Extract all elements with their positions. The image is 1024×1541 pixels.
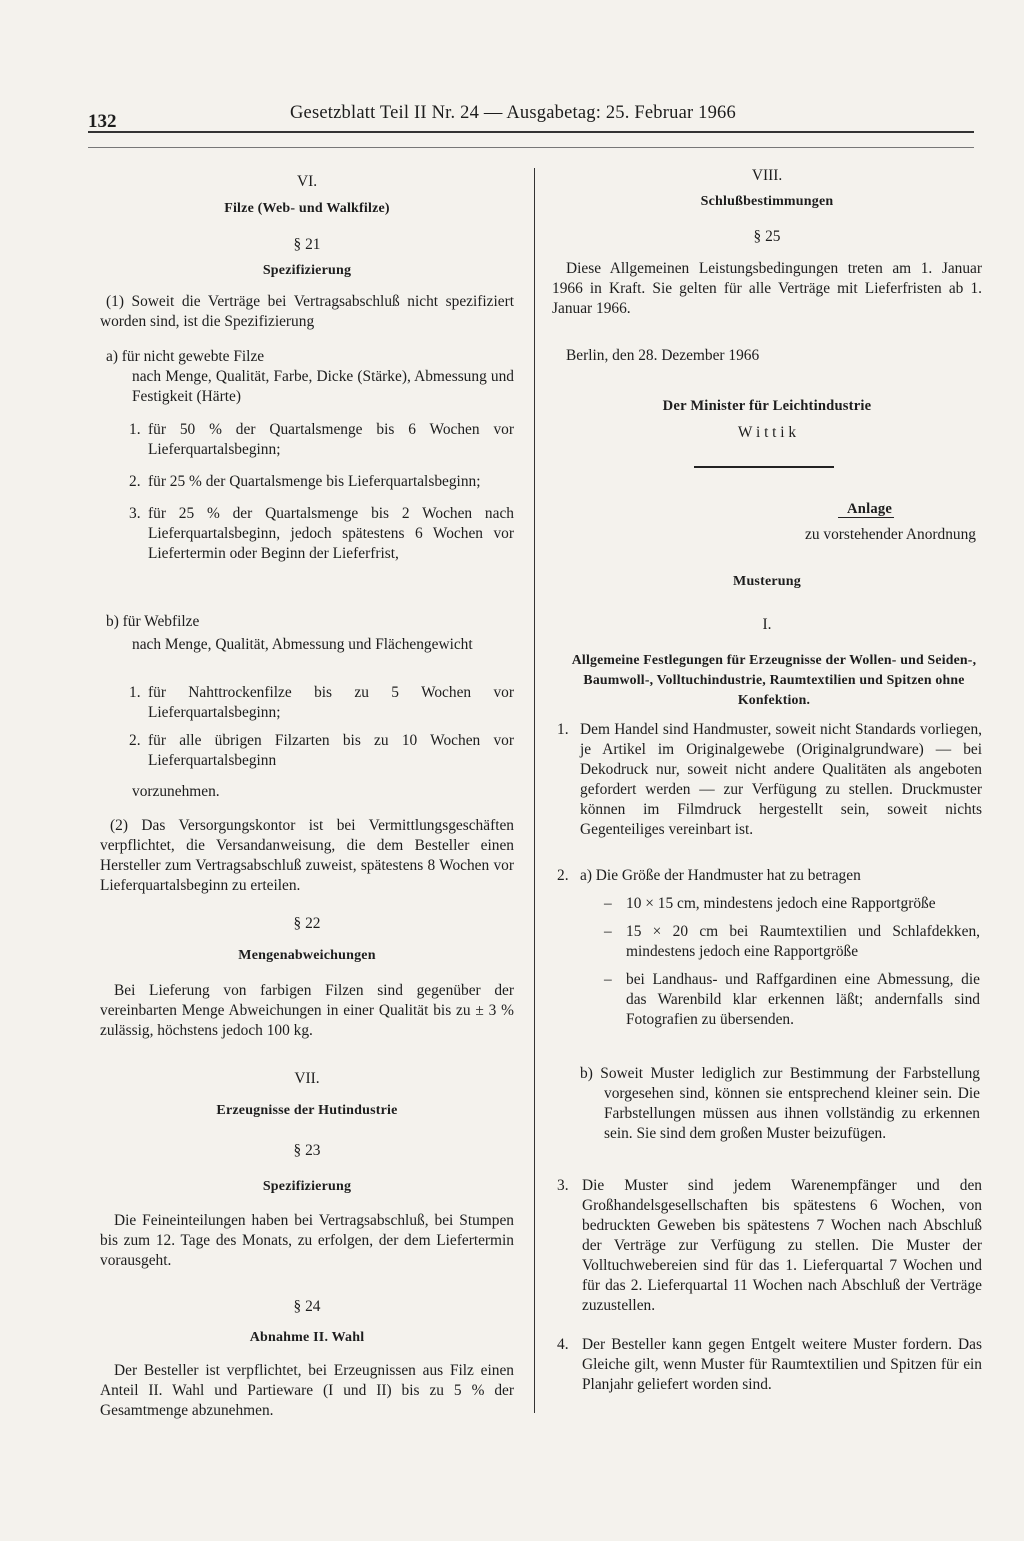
section-vi-title-block <box>100 199 514 219</box>
list-item-text: Die Muster sind jedem Warenempfänger und den Großhandelsgesellschaften bis spätestens 6 Wochen, von bedruckten Geweben bis spätestens 7 Wochen nach Abschluß der Verträge zur Verfügung zu stellen. Die Muster der Volltuchwebereien sind für das 1. Lieferquartal 7 Wochen und für das 2. Lieferquartal 11 Wochen nach Abschluß der Verträge zuzustellen. <box>582 1177 982 1314</box>
list-a-text: nach Menge, Qualität, Farbe, Dicke (Stärke), Abmessung und Festigkeit (Härte) <box>132 368 514 405</box>
section-number: VII. <box>294 1070 320 1087</box>
section-i-title-block <box>566 650 982 710</box>
list-b-text-block <box>100 635 514 655</box>
section-viii-heading <box>552 166 982 186</box>
list-item-text: für 50 % der Quartalsmenge bis 6 Wochen vor Lieferquartalsbeginn; <box>148 421 514 458</box>
list-item-number: 1. <box>129 421 141 438</box>
section-vii-heading <box>100 1069 514 1089</box>
list-item-number: 2. <box>129 473 141 490</box>
dash-mark: – <box>604 923 612 940</box>
dash-item-text: bei Landhaus- und Raffgardinen eine Abmessung, die das Warenbild klar erkennen läßt; andernfalls sind Fotografien zu übersenden. <box>626 971 980 1028</box>
paragraph-21-2-text: (2) Das Versorgungskontor ist bei Vermittlungsgeschäften verpflichtet, die Versandanweisung, die dem Besteller einen Hersteller zum Vertragsabschluß zuweist, spätestens 8 Wochen vor Lieferquartalsbeginn zu erteilen. <box>100 817 514 894</box>
list-item <box>100 731 514 771</box>
paragraph-21-text-block <box>100 292 514 332</box>
section-number: VIII. <box>751 167 783 184</box>
minister-block <box>552 396 982 416</box>
signature-rule <box>694 466 834 468</box>
list-a-block <box>100 347 514 407</box>
item-4 <box>552 1335 982 1395</box>
dash-item <box>580 970 980 1030</box>
column-divider <box>534 168 535 1413</box>
anlage-subtitle: zu vorstehender Anordnung <box>805 526 976 543</box>
list-a-label: a) für nicht gewebte Filze <box>106 348 265 365</box>
paragraph-24-heading <box>100 1297 514 1317</box>
anlage-sub-block <box>552 525 976 545</box>
anlage-block <box>552 499 892 519</box>
paragraph-21-heading <box>100 235 514 255</box>
list-b-label: b) für Webfilze <box>106 613 200 630</box>
item-2-dashes <box>580 894 980 1030</box>
section-number: VI. <box>296 173 318 190</box>
list-item-number: 3. <box>557 1177 569 1194</box>
item-3 <box>552 1176 982 1316</box>
section-title: Filze (Web- und Walkfilze) <box>224 201 390 216</box>
section-number: I. <box>762 616 772 633</box>
paragraph-23-text-block <box>100 1211 514 1271</box>
paragraph-22-heading <box>100 914 514 934</box>
list-b-block <box>100 612 514 632</box>
signatory-block <box>552 423 982 443</box>
list-item-text: Der Besteller kann gegen Entgelt weitere Muster fordern. Das Gleiche gilt, wenn Muster für Raumtextilien und Spitzen für ein Planjahr geliefert worden sind. <box>582 1336 982 1393</box>
list-item <box>100 472 514 492</box>
gazette-title: Gesetzblatt Teil II Nr. 24 — Ausgabetag: 25. Februar 1966 <box>290 103 736 123</box>
list-item-number: 3. <box>129 505 141 522</box>
list-item-text: für Nahttrockenfilze bis zu 5 Wochen vor Lieferquartalsbeginn; <box>148 684 514 721</box>
paragraph-number: § 24 <box>293 1298 321 1315</box>
dash-item <box>580 894 980 914</box>
paragraph-number: § 25 <box>753 228 781 245</box>
paragraph-title: Mengenabweichungen <box>238 948 376 963</box>
item-2-b <box>580 1064 980 1144</box>
list-b-text: nach Menge, Qualität, Abmessung und Flächengewicht <box>132 636 473 653</box>
paragraph-23-heading <box>100 1141 514 1161</box>
page-header <box>88 103 974 133</box>
list-item-number: 2. <box>129 732 141 749</box>
signatory-name: W i t t i k <box>737 424 797 441</box>
list-item-text: Dem Handel sind Handmuster, soweit nicht Standards vorliegen, je Artikel im Originalgewebe (Originalgrundware) — bei Dekodruck nur, soweit nicht andere Qualitäten als angeboten gefordert werden — zur Verfügung zu stellen. Druckmuster können im Filmdruck hergestellt sein, soweit nichts Gegenteiliges vereinbart ist. <box>580 721 982 838</box>
list-item-text: für 25 % der Quartalsmenge bis Lieferquartalsbeginn; <box>148 473 481 490</box>
minister-title: Der Minister für Leichtindustrie <box>662 398 872 414</box>
item-2 <box>552 866 982 886</box>
paragraph-24-title-block <box>100 1328 514 1348</box>
paragraph-25-text: Diese Allgemeinen Leistungsbedingungen treten am 1. Januar 1966 in Kraft. Sie gelten für alle Verträge mit Lieferfristen ab 1. Januar 1966. <box>552 260 982 317</box>
anlage-title: Anlage <box>847 501 892 517</box>
page-number: 132 <box>88 111 117 132</box>
list-a-items <box>100 420 514 564</box>
dash-item-text: 10 × 15 cm, mindestens jedoch eine Rapportgröße <box>626 895 936 912</box>
dash-mark: – <box>604 971 612 988</box>
paragraph-22-text: Bei Lieferung von farbigen Filzen sind gegenüber der vereinbarten Menge Abweichungen in einer Qualität bis zu ± 3 % zulässig, höchstens jedoch 100 kg. <box>100 982 514 1039</box>
list-item-text: für alle übrigen Filzarten bis zu 10 Wochen vor Lieferquartalsbeginn <box>148 732 514 769</box>
list-item <box>552 1335 982 1395</box>
section-title: Schlußbestimmungen <box>700 194 834 209</box>
place-date-block <box>552 346 982 366</box>
section-vi-heading <box>100 172 514 192</box>
vorzunehmen-text: vorzunehmen. <box>132 783 220 800</box>
musterung-block <box>552 572 982 592</box>
section-viii-title-block <box>552 192 982 212</box>
paragraph-24-text: Der Besteller ist verpflichtet, bei Erzeugnissen aus Filz einen Anteil II. Wahl und Partieware (I und II) bis zu 5 % der Gesamtmenge abzunehmen. <box>100 1362 514 1419</box>
paragraph-22-title-block <box>100 946 514 966</box>
paragraph-25-heading <box>552 227 982 247</box>
list-b-items <box>100 683 514 771</box>
list-item-number: 2. <box>557 867 569 884</box>
header-rule-secondary <box>88 147 974 148</box>
section-title: Erzeugnisse der Hutindustrie <box>216 1103 398 1118</box>
paragraph-number: § 23 <box>293 1142 321 1159</box>
paragraph-23-text: Die Feineinteilungen haben bei Vertragsabschluß, bei Stumpen bis zum 12. Tage des Monats, zu erfolgen, der dem Liefertermin vorausgeht. <box>100 1212 514 1269</box>
section-i-heading <box>552 615 982 635</box>
musterung-title: Musterung <box>733 574 801 589</box>
paragraph-22-text-block <box>100 981 514 1041</box>
paragraph-21-text: (1) Soweit die Verträge bei Vertragsabschluß nicht spezifiziert worden sind, ist die Spezifizierung <box>100 293 514 330</box>
list-item <box>100 504 514 564</box>
header-rule <box>88 131 974 133</box>
section-vii-title-block <box>100 1101 514 1121</box>
paragraph-24-text-block <box>100 1361 514 1421</box>
list-item <box>100 683 514 723</box>
list-item-number: 1. <box>129 684 141 701</box>
section-title: Allgemeine Festlegungen für Erzeugnisse der Wollen- und Seiden-, Baumwoll-, Volltuchindustrie, Raumtextilien und Spitzen ohne Konfektion. <box>571 652 977 707</box>
dash-item-text: 15 × 20 cm bei Raumtextilien und Schlafdekken, mindestens jedoch eine Rapportgröße <box>626 923 980 960</box>
list-item-text: a) Die Größe der Handmuster hat zu betragen <box>580 867 861 884</box>
item-1 <box>552 720 982 840</box>
item-2-b-text: b) Soweit Muster lediglich zur Bestimmung der Farbstellung vorgesehen sind, können sie entsprechend kleiner sein. Die Farbstellungen müssen aus ihnen vollständig zu erkennen sein. Sie sind dem großen Muster beizufügen. <box>580 1065 980 1142</box>
paragraph-title: Spezifizierung <box>262 1179 352 1194</box>
paragraph-21-title-block <box>100 261 514 281</box>
list-item-number: 4. <box>557 1336 569 1353</box>
list-item <box>100 420 514 460</box>
paragraph-23-title-block <box>100 1177 514 1197</box>
paragraph-25-text-block <box>552 259 982 319</box>
paragraph-number: § 22 <box>293 915 321 932</box>
list-item-number: 1. <box>557 721 569 738</box>
paragraph-title: Spezifizierung <box>262 263 352 278</box>
place-date: Berlin, den 28. Dezember 1966 <box>566 347 760 364</box>
paragraph-number: § 21 <box>293 236 321 253</box>
dash-mark: – <box>604 895 612 912</box>
list-item <box>552 866 982 886</box>
anlage-underline <box>838 517 894 518</box>
vorzunehmen-block <box>100 782 514 802</box>
list-item <box>552 1176 982 1316</box>
list-item <box>552 720 982 840</box>
list-item-text: für 25 % der Quartalsmenge bis 2 Wochen nach Lieferquartalsbeginn, jedoch spätestens 6 Wochen vor Liefertermin oder Beginn der Lieferfrist, <box>148 505 514 562</box>
paragraph-21-2-block <box>100 816 514 896</box>
paragraph-title: Abnahme II. Wahl <box>249 1330 365 1345</box>
dash-item <box>580 922 980 962</box>
